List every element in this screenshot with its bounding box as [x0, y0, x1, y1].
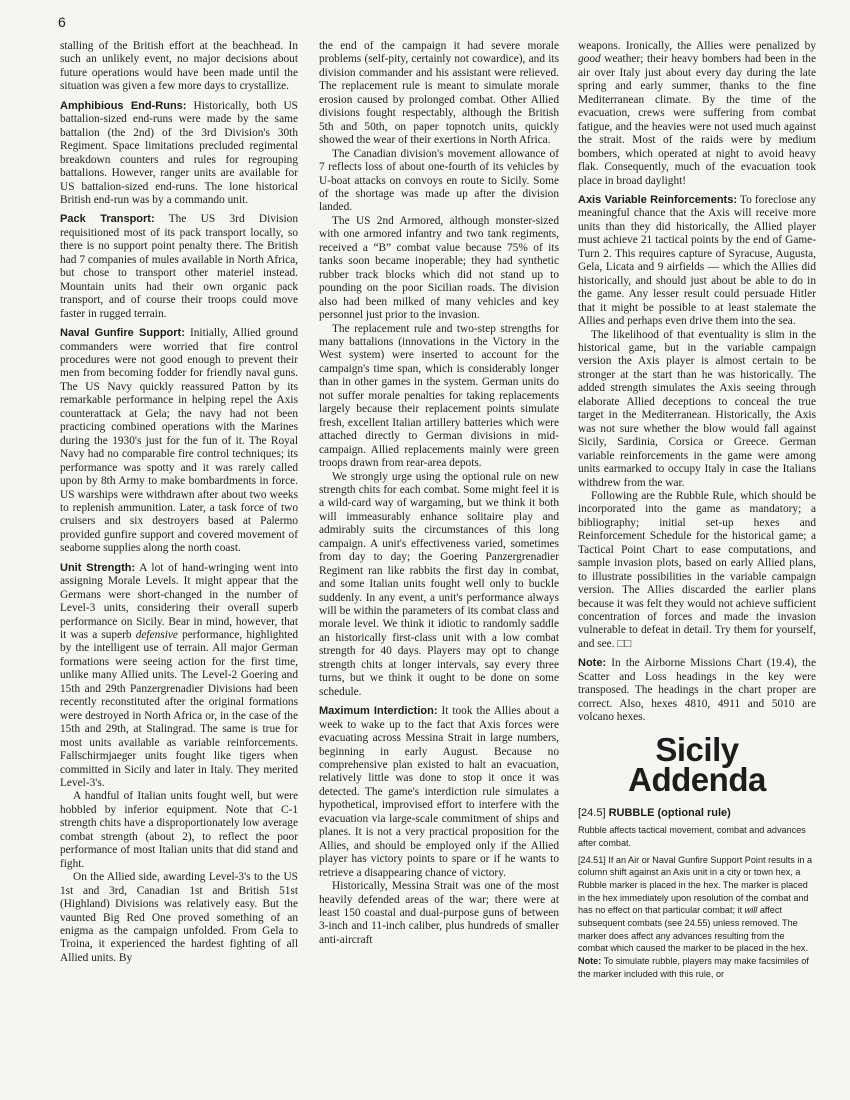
text-weather-a: weapons. Ironically, the Allies were penalized by: [578, 40, 816, 52]
text-weather-emphasis: good: [578, 53, 601, 66]
text-unit-strength-emphasis: defensive: [135, 629, 178, 642]
rule-24-51-text-c: To simulate rubble, players may make facsimiles of the marker included with this rule, or: [578, 956, 809, 979]
rule-24-51-number: [24.51]: [578, 854, 606, 865]
heading-naval-gunfire-support: Naval Gunfire Support:: [60, 327, 185, 340]
paragraph-following: Following are the Rubble Rule, which should be incorporated into the game as mandatory; a bibliography; initial set-up hexes and Reinforcement Schedule for the historical game; a Tactical Point Chart to ease computations, and sample invasion plots, based on early Allied plans, to illustrate possibilities in the variable campaign version. The Allies discarded the earlier plans because it was felt they would not achieve sufficient concentration of forces and made the invasion vulnerable to defeat in detail. Try them for yourself, and see. □□: [578, 489, 816, 650]
column-middle: [319, 40, 559, 947]
paragraph-campaign-end: the end of the campaign it had severe morale problems (self-pity, certainly not cowardice), and its division commander and his assistant were relieved. The replacement rule is meant to simulate morale erosion caused by prolonged combat. Other Allied divisions fought respectably, although the British 5th and 50th, on paper topnotch units, quickly showed the wear of their exertions in North Africa.: [319, 40, 559, 147]
rule-24-51: [578, 854, 816, 981]
paragraph-allied-side: On the Allied side, awarding Level-3's to the US 1st and 3rd, Canadian 1st and British 51st (Highland) Divisions was relatively easy. But the vaunted Big Red One proved something of an enigma as the campaign unfolded. From Gela to Troina, it experienced the hardest fighting of all Allied units. By: [60, 871, 298, 964]
rule-heading-rubble: [578, 807, 816, 820]
section-amphibious-end-runs: [60, 100, 298, 208]
section-axis-variable-reinforcements: [578, 194, 816, 329]
rule-heading-number: [24.5]: [578, 806, 606, 819]
text-amphibious-end-runs: Historically, both US battalion-sized end-runs were made by the same battalion (the 2nd) of the 3rd Division's 30th Regiment. Space limitations precluded regimental breakdown counters and rules for regrouping battalions. However, ranger units are available for US battalion-sized end-runs. The lone historical British end-run was by a commando unit.: [60, 99, 298, 206]
rubble-rules: [578, 824, 816, 980]
paragraph-optional-rule: We strongly urge using the optional rule on new strength chits for each combat. Some might feel it is a wild-card way of wargaming, but we think it both will immeasurably enhance solitaire play and admirably suits the circumstances of this long campaign. A unit's effectiveness varied, sometimes from day to day; the Goering Panzergrenadier Regiment ran like rabbits the first day in combat, and some Italian units fought well only to buckle suddenly. In any event, a unit's performance always will be within the parameters of its combat class and morale level. We think it idiotic to randomly saddle an historically first-class unit with a low combat strength for 40 days. Players may opt to change strength chits at longer intervals, say every three turns, but we think it ought to be done on some schedule.: [319, 470, 559, 698]
paragraph-italian-units: A handful of Italian units fought well, but were hobbled by inferior equipment. Note that C-1 strength chits have a disproportionately low average combat strength (about 2), to reflect the poor performance of most Italian units that did stand and fight.: [60, 790, 298, 870]
rule-heading-name: RUBBLE: [608, 806, 655, 819]
column-left: [60, 40, 298, 965]
addenda-title-line1: Sicily: [655, 730, 739, 768]
addenda-title: [578, 730, 816, 798]
section-note: [578, 657, 816, 724]
text-note: In the Airborne Missions Chart (19.4), the Scatter and Loss headings in the key were transposed. The headings in the chart proper are correct. Also, hexes 4810, 4911 and 5010 are volcano hexes.: [578, 657, 816, 724]
paragraph-continued: stalling of the British effort at the beachhead. In such an unlikely event, no major decisions about future operations would have been made until the situation was given a few more days to crystallize.: [60, 40, 298, 93]
heading-axis-variable-reinforcements: Axis Variable Reinforcements:: [578, 193, 737, 206]
paragraph-weather: [578, 40, 816, 188]
addenda-title-line2: Addenda: [628, 760, 766, 798]
text-maximum-interdiction: It took the Allies about a week to wake up to the fact that Axis forces were evacuating across Messina Strait in large numbers, beginning in early August. Because no comprehensive plan existed to halt an evacuation, relatively little was done to stop it once it was detected. The game's interdiction rule simulates a hypothetical, improvised effort to interfere with the evacuation via large-scale commitment of ships and planes. It is not a very practical proposition for the Allies, and should be employed only if the Allied player has victory points to spare or if he wants to retrieve a disappearing chance of victory.: [319, 705, 559, 879]
rule-24-51-note-label: Note:: [578, 956, 602, 967]
text-unit-strength-a: A lot of hand-wringing went into assigning Morale Levels. It might appear that the Germans were short-changed in the number of Level-3 units, considering their overall superb performance on Sicily. Bear in mind, however, that it was a superb: [60, 561, 298, 642]
text-pack-transport: The US 3rd Division requisitioned most of its pack transport locally, so there is no support point penalty there. The British had 7 companies of mules available in North Africa, but chose to transport other materiel instead. Mountain units had their own organic pack transport, and of course their troops could move faster in rugged terrain.: [60, 213, 298, 320]
rule-24-51-text-a: If an Air or Naval Gunfire Support Point results in a column shift against an Axis unit in a city or town hex, a Rubble marker is placed in the hex. The marker is placed in the hex immediately upon resolution of the combat and has no effect on that particular combat; it: [578, 854, 813, 916]
paragraph-likelihood: The likelihood of that eventuality is slim in the historical game, but in the variable campaign version the Axis player is almost certain to be stronger at the start than he was historically. The added strength simulates the Axis seeing through elaborate Allied deceptions to conceal the true target in the Mediterranean. Historically, the Axis was not sure whether the blow would fall against Sicily, Sardinia, Corsica or Greece. German variable reinforcements in the game were among units earmarked to occupy Italy in case the Italians withdrew from the war.: [578, 328, 816, 489]
heading-unit-strength: Unit Strength:: [60, 561, 136, 574]
page-number: 6: [58, 14, 66, 30]
column-right: [578, 40, 816, 985]
heading-pack-transport: Pack Transport:: [60, 213, 155, 226]
paragraph-messina-strait: Historically, Messina Strait was one of the most heavily defended areas of the war; there were at least 150 coastal and dual-purpose guns of between 3-inch and 11-inch caliber, plus hundreds of smaller anti-aircraft: [319, 880, 559, 946]
section-unit-strength: [60, 562, 298, 791]
heading-maximum-interdiction: Maximum Interdiction:: [319, 705, 438, 718]
text-unit-strength-b: performance, highlighted by the intelligent use of terrain. All major German formations were seeing action for the first time, unlike many Allied units. The Level-2 Goering and 15th and 29th Panzergrenadier Divisions had been recently reconstituted after the original formations were destroyed in North Africa or, in the case of the 15th and 29th, at Stalingrad. The same is true for most units available as variable reinforcements. Fallschirmjaeger units fought like tigers when committed in Sicily and later in Italy. They merited Level-3's.: [60, 629, 298, 790]
rule-intro: Rubble affects tactical movement, combat and advances after combat.: [578, 825, 806, 848]
text-naval-gunfire-support: Initially, Allied ground commanders were worried that fire control procedures were not good enough to prevent their men from becoming fodder for friendly naval guns. The US Navy quickly reassured Patton by its remarkable performance in helping repel the Axis counterattack at Gela; the navy had not been practicing combined operations with the Marines during the 1930's just for the fun of it. The Royal Navy had no comparable fire control techniques; its performance was spotty and it was rarely called upon by 8th Army to make bombardments in force. US warships were withdrawn after about two weeks to replenish ammunition. Later, a task force of two cruisers and six destroyers based at Palermo provided gunfire support and covered movement of seaborne supplies along the north coast.: [60, 327, 298, 555]
heading-note: Note:: [578, 657, 607, 670]
paragraph-canadian-division: The Canadian division's movement allowance of 7 reflects loss of about one-fourth of its vehicles by U-boat attacks on convoys en route to Sicily. Some of the shortage was made up after the division landed.: [319, 147, 559, 214]
text-axis-variable-reinforcements: To foreclose any meaningful chance that the Axis will receive more units than they did historically, the Allied player must achieve 21 tactical points by the end of Game-Turn 2. This requires capture of Syracuse, Augusta, Gela, Licata and 9 airfields — which the Allies did historically, and should just about be able to do in the game. Any lesser result could persuade Hitler that it might be possible to at least stalemate the Allies and perhaps even drive them into the sea.: [578, 193, 817, 328]
section-pack-transport: [60, 213, 298, 321]
rule-heading-optional: (optional rule): [657, 806, 731, 819]
text-weather-b: weather; their heavy bombers had been in the air over Italy just about every day during the late spring and early summer, thanks to the fine Mediterranean climate. By the time of the evacuation, crews were suffering from combat fatigue, and the heavies were not used much against the strait. Most of the raids were by medium bombers, which operated at night to avoid heavy flak. Consequently, much of the evacuation took place in broad daylight!: [578, 53, 816, 187]
rule-24-51-emphasis: will: [744, 905, 758, 916]
rule-24-51-text-b: affect subsequent combats (see 24.55) unless removed. The marker does affect any advances resulting from the combat which caused the marker to be placed in the hex.: [578, 905, 808, 954]
section-naval-gunfire-support: [60, 327, 298, 556]
heading-amphibious-end-runs: Amphibious End-Runs:: [60, 99, 187, 112]
paragraph-replacement-rule: The replacement rule and two-step strengths for many battalions (innovations in the Victory in the West system) were inserted to account for the campaign's time span, which is considerably longer than in other games in the system. German units do not suffer morale penalties for taking replacements largely because their replacement points simulate fresh, excellent Italian artillery batteries which were attached directly to German divisions in mid-campaign. Allied replacements mainly were green troops drawn from rear-area depots.: [319, 322, 559, 470]
section-maximum-interdiction: [319, 705, 559, 880]
paragraph-us-2nd-armored: The US 2nd Armored, although monster-sized with one armored infantry and two tank regiments, received a “B” combat value because 75% of its tanks soon became inoperable; they had synthetic rubber track blocks which did not stand up to pounding on the poor Sicilian roads. The division also had been milked of many vehicles and key personnel just prior to the invasion.: [319, 214, 559, 322]
